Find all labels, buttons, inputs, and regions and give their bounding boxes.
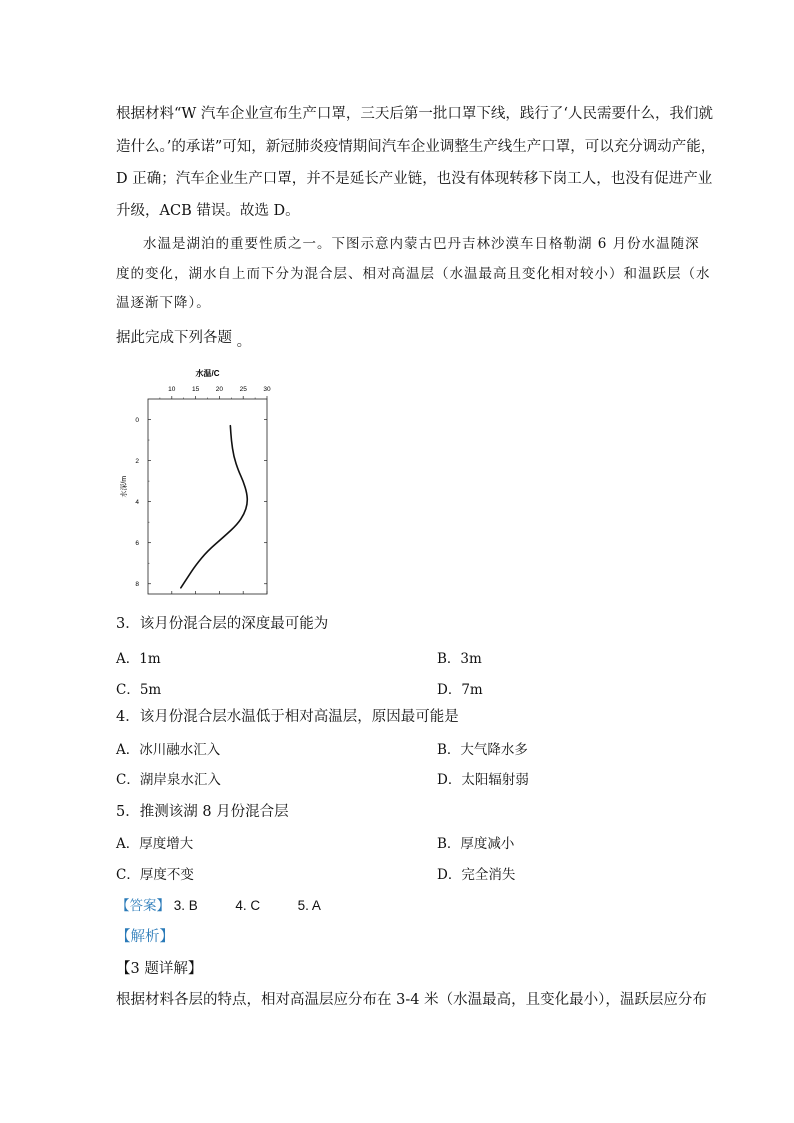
question-3-option-c[interactable]: C．5m xyxy=(116,682,162,698)
paragraph-line: 根据材料“W 汽车企业宣布生产口罩，三天后第一批口罩下线，践行了‘人民需要什么，我们就 xyxy=(116,106,714,122)
prompt-text xyxy=(116,326,252,350)
question-5-option-d[interactable]: D．完全消失 xyxy=(437,867,516,883)
question-4-stem: 4．该月份混合层水温低于相对高温层，原因最可能是 xyxy=(116,709,459,725)
analysis-label: 【解析】 xyxy=(116,929,174,945)
answer-item: 3. B xyxy=(173,898,198,913)
prompt-label: 据此完成下列各题 xyxy=(116,330,232,346)
intro-line: 水温是湖泊的重要性质之一。下图示意内蒙古巴丹吉林沙漠车日格勒湖 6 月份水温随深 xyxy=(143,236,700,252)
question-3-option-b[interactable]: B．3m xyxy=(437,651,482,667)
answer-item: 4. C xyxy=(235,898,261,913)
x-tick-label: 25 xyxy=(239,386,247,393)
question-5-option-b[interactable]: B．厚度减小 xyxy=(437,836,515,852)
x-tick-label: 15 xyxy=(191,386,200,393)
y-tick-label: 6 xyxy=(135,540,139,548)
y-tick-label: 0 xyxy=(135,417,139,425)
detail-label: 【3 题详解】 xyxy=(116,961,203,977)
answer-line xyxy=(116,894,321,914)
question-4-option-a[interactable]: A．冰川融水汇入 xyxy=(116,742,221,758)
question-3-option-d[interactable]: D．7m xyxy=(437,682,483,698)
question-5-stem: 5．推测该湖 8 月份混合层 xyxy=(116,804,289,820)
chart-title: 水温/C xyxy=(195,369,220,378)
question-5-option-a[interactable]: A．厚度增大 xyxy=(116,836,194,852)
question-3-stem: 3．该月份混合层的深度最可能为 xyxy=(116,616,329,632)
y-tick-label: 4 xyxy=(135,499,139,507)
paragraph-line: 造什么。’的承诺”可知，新冠肺炎疫情期间汽车企业调整生产线生产口罩，可以充分调动产能， xyxy=(116,139,716,155)
plot-frame xyxy=(148,399,267,594)
x-tick-label: 20 xyxy=(215,386,224,393)
prompt-mark: 。 xyxy=(236,334,252,350)
detail-text: 根据材料各层的特点，相对高温层应分布在 3-4 米（水温最高，且变化最小），温跃层应分布 xyxy=(116,992,707,1008)
intro-line: 度的变化，湖水自上而下分为混合层、相对高温层（水温最高且变化相对较小）和温跃层（水 xyxy=(116,266,711,282)
answer-item: 5. A xyxy=(297,898,321,913)
question-4-option-b[interactable]: B．大气降水多 xyxy=(437,742,528,758)
x-tick-label: 10 xyxy=(168,386,176,393)
answer-label: 【答案】 xyxy=(116,898,170,913)
question-4-option-c[interactable]: C．湖岸泉水汇入 xyxy=(116,772,221,788)
temperature-depth-line xyxy=(181,426,247,588)
y-tick-label: 2 xyxy=(135,458,139,466)
paragraph-line: D 正确；汽车企业生产口罩，并不是延长产业链，也没有体现转移下岗工人，也没有促进产业 xyxy=(116,171,713,187)
question-5-option-c[interactable]: C．厚度不变 xyxy=(116,867,194,883)
water-temperature-chart xyxy=(114,362,294,597)
question-4-option-d[interactable]: D．太阳辐射弱 xyxy=(437,772,529,788)
x-tick-label: 30 xyxy=(263,386,271,393)
y-tick-label: 8 xyxy=(135,581,139,589)
paragraph-line: 升级，ACB 错误。故选 D。 xyxy=(116,203,300,219)
intro-line: 温逐渐下降）。 xyxy=(116,295,211,311)
y-axis-label: 水深/m xyxy=(121,475,128,498)
question-3-option-a[interactable]: A．1m xyxy=(116,651,161,667)
